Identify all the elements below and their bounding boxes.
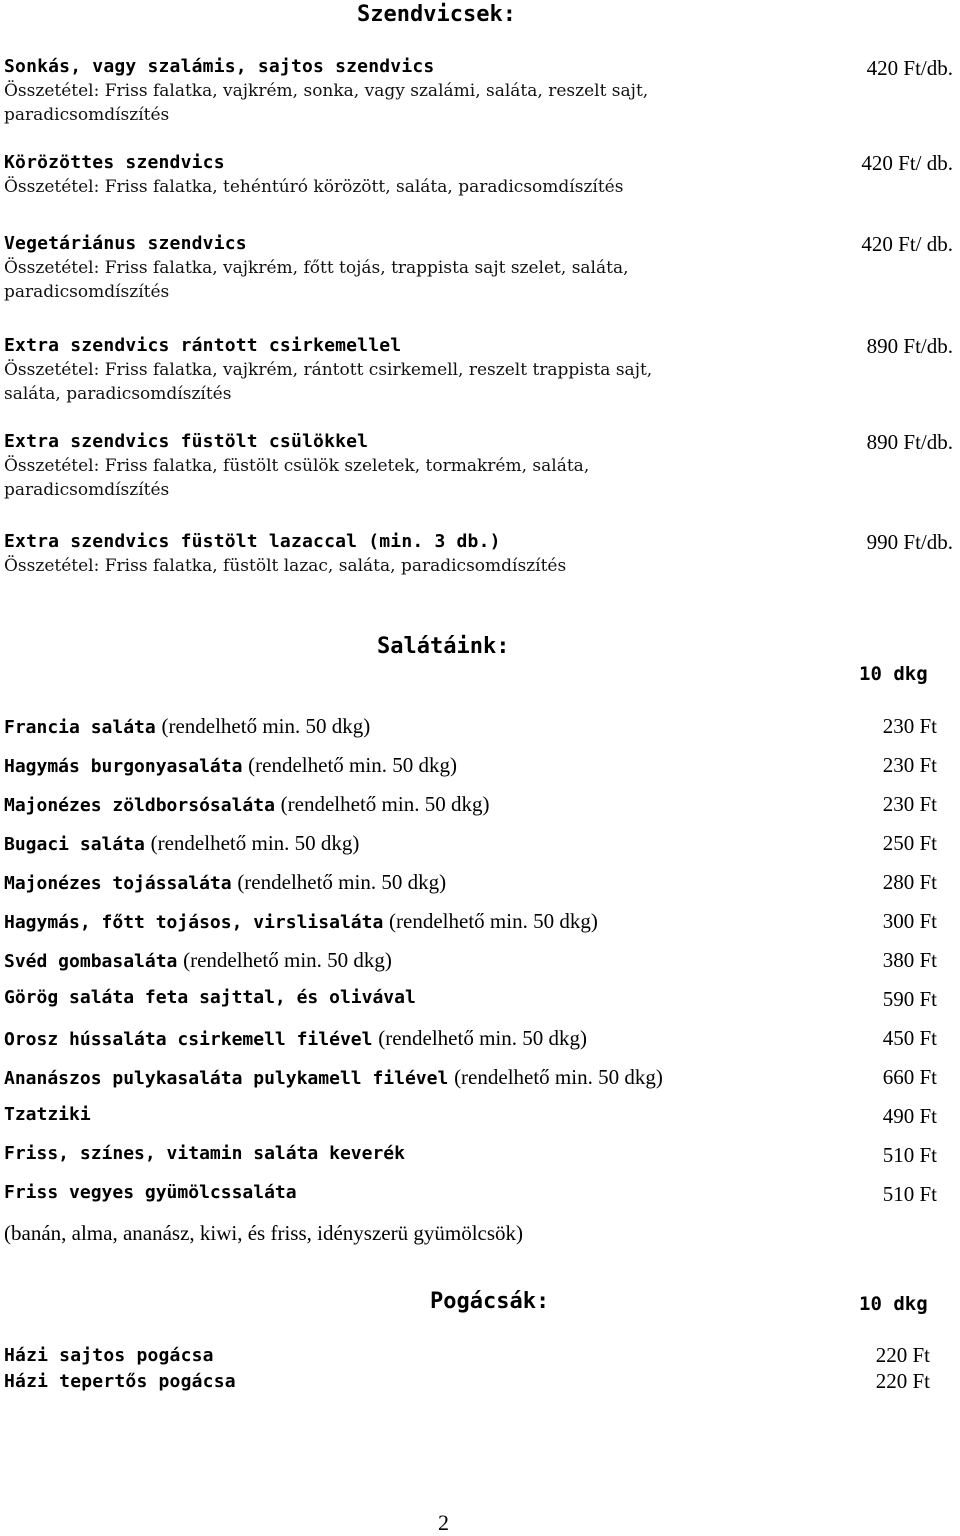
pogacsa-name: Házi tepertős pogácsa [4, 1371, 236, 1392]
salad-note: (rendelhető min. 50 dkg) [161, 714, 371, 738]
salad-item [4, 870, 446, 895]
salad-price: 590 Ft [882, 987, 937, 1011]
salad-price: 230 Ft [882, 753, 937, 777]
salad-name: Bugaci saláta [4, 834, 145, 855]
salad-item [4, 831, 359, 856]
sandwich-composition: Összetétel: Friss falatka, vajkrém, főtt tojás, trappista sajt szelet, saláta, [4, 258, 629, 278]
salad-note: (rendelhető min. 50 dkg) [248, 753, 457, 777]
salad-name: Görög saláta feta sajttal, és olivával [4, 987, 416, 1008]
salads-title: Salátáink: [377, 634, 510, 659]
salad-price: 660 Ft [882, 1065, 937, 1089]
sandwich-composition: saláta, paradicsomdíszítés [4, 384, 232, 404]
salad-note: (rendelhető min. 50 dkg) [183, 948, 392, 972]
salad-name: Friss, színes, vitamin saláta keverék [4, 1143, 405, 1164]
salad-name: Tzatziki [4, 1104, 91, 1125]
salad-price: 450 Ft [882, 1026, 937, 1050]
salad-item [4, 948, 392, 973]
sandwich-name: Extra szendvics füstölt csülökkel [4, 431, 369, 452]
salads-unit-header: 10 dkg [859, 663, 928, 685]
salad-price: 230 Ft [882, 792, 937, 816]
sandwich-composition: paradicsomdíszítés [4, 105, 170, 125]
salad-name: Francia saláta [4, 717, 156, 738]
sandwich-name: Vegetáriánus szendvics [4, 233, 247, 254]
sandwich-price: 890 Ft/db. [866, 430, 953, 454]
pogacsa-price: 220 Ft [875, 1343, 930, 1367]
salad-note: (rendelhető min. 50 dkg) [389, 909, 598, 933]
sandwich-composition: Összetétel: Friss falatka, vajkrém, rántott csirkemell, reszelt trappista sajt, [4, 360, 653, 380]
salad-price: 250 Ft [882, 831, 937, 855]
salad-name: Friss vegyes gyümölcssaláta [4, 1182, 297, 1203]
salad-price: 510 Ft [882, 1143, 937, 1167]
sandwich-price: 420 Ft/db. [866, 56, 953, 80]
sandwich-price: 990 Ft/db. [866, 530, 953, 554]
salad-note: (rendelhető min. 50 dkg) [237, 870, 447, 894]
salad-footnote: (banán, alma, ananász, kiwi, és friss, idényszerü gyümölcsök) [4, 1221, 524, 1245]
salad-price: 510 Ft [882, 1182, 937, 1206]
salad-price: 280 Ft [882, 870, 937, 894]
pogacsak-title: Pogácsák: [430, 1289, 550, 1314]
sandwich-composition: paradicsomdíszítés [4, 282, 170, 302]
salad-note: (rendelhető min. 50 dkg) [378, 1026, 587, 1050]
salad-note: (rendelhető min. 50 dkg) [454, 1065, 663, 1089]
salad-name: Majonézes zöldborsósaláta [4, 795, 275, 816]
salad-name: Ananászos pulykasaláta pulykamell filével [4, 1068, 449, 1089]
salad-price: 230 Ft [882, 714, 937, 738]
sandwiches-title: Szendvicsek: [357, 2, 516, 27]
salad-note: (rendelhető min. 50 dkg) [150, 831, 360, 855]
salad-item [4, 1065, 663, 1090]
salad-item [4, 1143, 405, 1164]
salad-price: 300 Ft [882, 909, 937, 933]
salad-item [4, 1026, 587, 1051]
salad-item [4, 1104, 91, 1125]
pogacsa-price: 220 Ft [875, 1369, 930, 1393]
salad-name: Hagymás burgonyasaláta [4, 756, 243, 777]
salad-price: 380 Ft [882, 948, 937, 972]
pogacsa-name: Házi sajtos pogácsa [4, 1345, 214, 1366]
sandwich-composition: paradicsomdíszítés [4, 480, 170, 500]
salad-item [4, 909, 598, 934]
salad-item [4, 1182, 297, 1203]
sandwich-name: Sonkás, vagy szalámis, sajtos szendvics [4, 56, 435, 77]
sandwich-price: 890 Ft/db. [866, 334, 953, 358]
sandwich-name: Extra szendvics rántott csirkemellel [4, 335, 402, 356]
salad-item [4, 792, 489, 817]
salad-note: (rendelhető min. 50 dkg) [280, 792, 490, 816]
sandwich-composition: Összetétel: Friss falatka, füstölt csülök szeletek, tormakrém, saláta, [4, 456, 590, 476]
sandwich-name: Extra szendvics füstölt lazaccal (min. 3 db.) [4, 531, 501, 552]
sandwich-price: 420 Ft/ db. [861, 232, 953, 256]
sandwich-name: Körözöttes szendvics [4, 152, 225, 173]
salad-name: Hagymás, főtt tojásos, virslisaláta [4, 912, 384, 933]
sandwich-composition: Összetétel: Friss falatka, vajkrém, sonka, vagy szalámi, saláta, reszelt sajt, [4, 81, 649, 101]
sandwich-composition: Összetétel: Friss falatka, tehéntúró körözött, saláta, paradicsomdíszítés [4, 177, 624, 197]
salad-item [4, 987, 416, 1008]
sandwich-composition: Összetétel: Friss falatka, füstölt lazac, saláta, paradicsomdíszítés [4, 556, 567, 576]
sandwich-price: 420 Ft/ db. [861, 151, 953, 175]
salad-item [4, 714, 370, 739]
pogacsak-unit-header: 10 dkg [859, 1293, 928, 1315]
salad-name: Majonézes tojássaláta [4, 873, 232, 894]
page-number: 2 [438, 1510, 449, 1535]
salad-name: Svéd gombasaláta [4, 951, 178, 972]
salad-item [4, 753, 457, 778]
salad-price: 490 Ft [882, 1104, 937, 1128]
salad-name: Orosz hússaláta csirkemell filével [4, 1029, 373, 1050]
